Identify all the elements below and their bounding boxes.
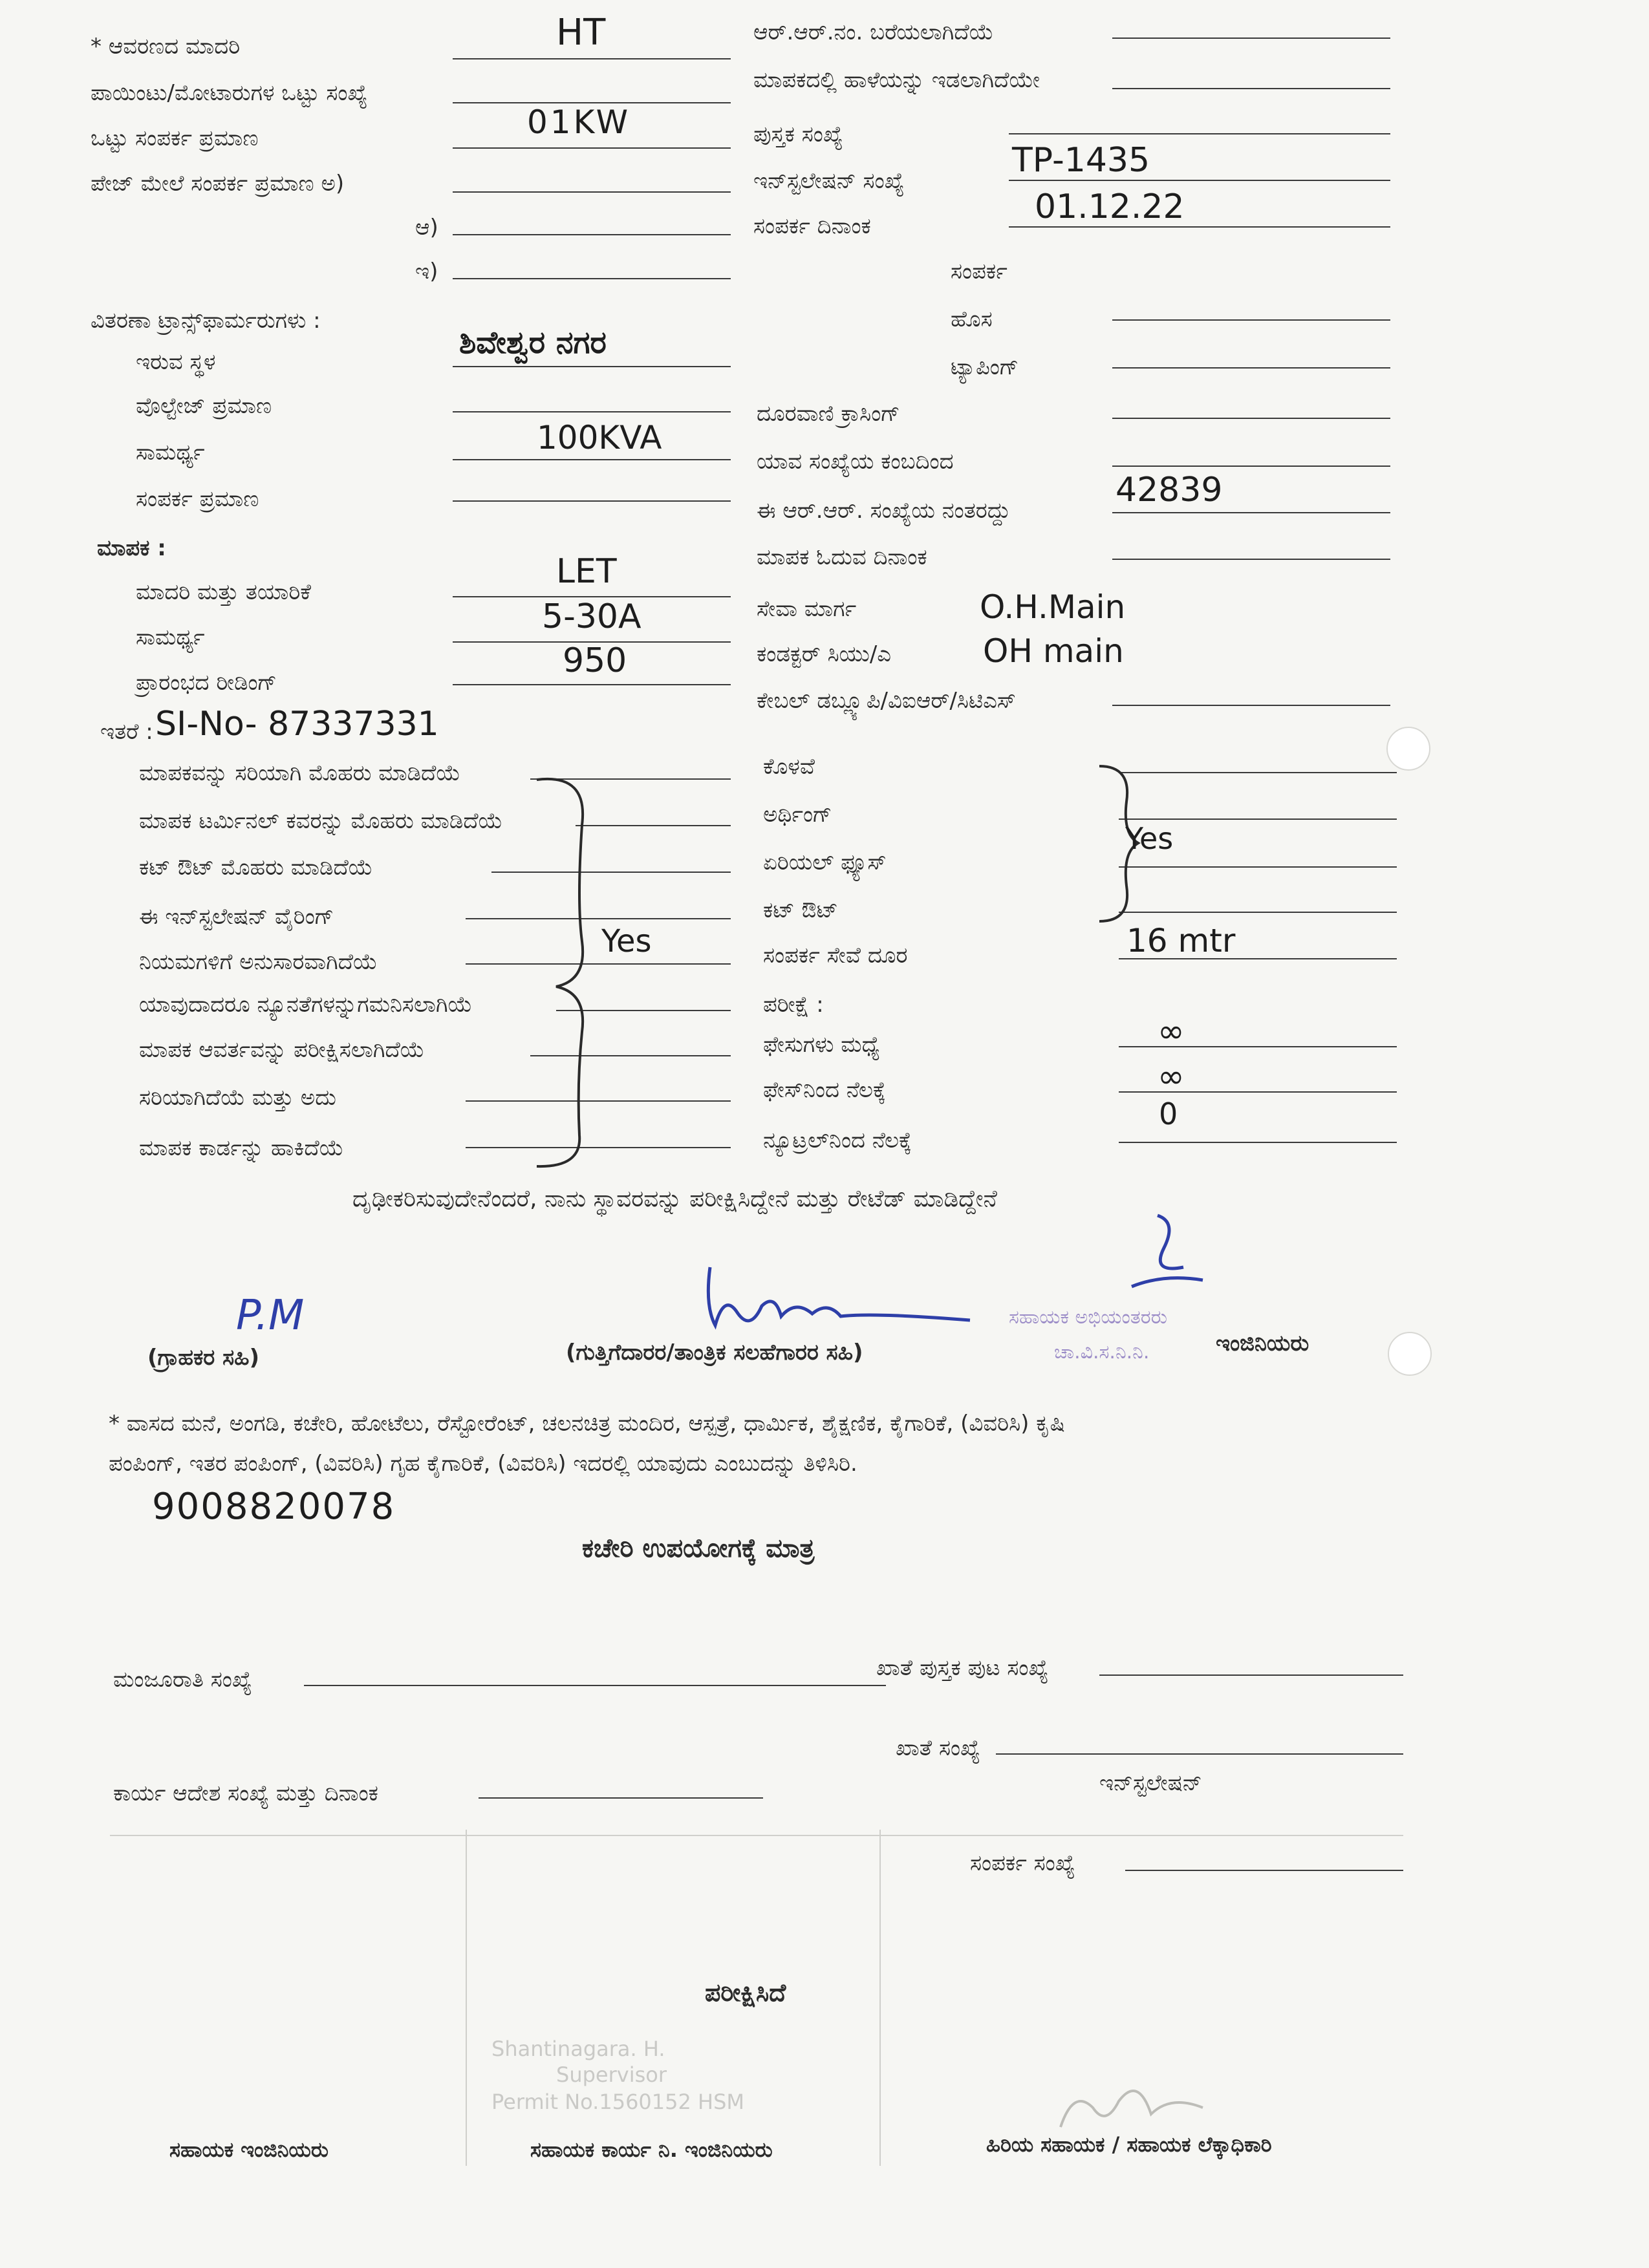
phase-to-earth-label: ಫೇಸ್‌ನಿಂದ ನೆಲಕ್ಕೆ: [763, 1077, 886, 1103]
check-cutout-sealed-label: ಕಟ್ ಔಟ್ ಮೊಹರು ಮಾಡಿದೆಯೆ: [139, 855, 373, 881]
bleed-line: [466, 1830, 467, 2166]
pole-number-line: [1112, 465, 1390, 467]
conductor-value: OH main: [983, 632, 1124, 670]
premises-type-label: * ಆವರಣದ ಮಾದರಿ: [91, 34, 241, 59]
phase-load-c-line: [453, 278, 731, 279]
premises-type-line: [453, 58, 731, 59]
connection-date-value: 01.12.22: [1035, 187, 1185, 226]
customer-signature-label: (ಗ್ರಾಹಕರ ಸಹಿ): [147, 1345, 260, 1371]
pipe-label: ಕೊಳವೆ: [763, 754, 815, 780]
service-distance-label: ಸಂಪರ್ಕ ಸೇವೆ ದೂರ: [763, 943, 908, 968]
checks-right-yes: Yes: [1125, 821, 1174, 856]
total-load-value: 01KW: [527, 103, 631, 141]
assistant-engineer-label: ಸಹಾಯಕ ಇಂಜಿನಿಯರು: [169, 2137, 329, 2162]
transformer-capacity-line: [453, 459, 731, 460]
office-use-heading: ಕಚೇರಿ ಉಪಯೋಗಕ್ಕೆ ಮಾತ್ರ: [582, 1534, 815, 1563]
installation-number-line: [1009, 180, 1390, 181]
total-load-label: ಒಟ್ಟು ಸಂಪರ್ಕ ಪ್ರಮಾಣ: [91, 125, 259, 151]
transformer-heading: ವಿತರಣಾ ಟ್ರಾನ್ಸ್‌ಫಾರ್ಮರುಗಳು :: [91, 308, 321, 334]
initial-reading-label: ಪ್ರಾರಂಭದ ರೀಡಿಂಗ್: [136, 670, 277, 696]
check-meter-sealed-label: ಮಾಪಕವನ್ನು ಸರಿಯಾಗಿ ಮೊಹರು ಮಾಡಿದೆಯೆ: [139, 760, 461, 786]
cable-type-line: [1112, 705, 1390, 706]
contractor-signature-label: (ಗುತ್ತಿಗೆದಾರರ/ತಾಂತ್ರಿಕ ಸಲಹೆಗಾರರ ಸಹಿ): [566, 1340, 863, 1365]
connection-date-label: ಸಂಪರ್ಕ ದಿನಾಂಕ: [753, 213, 871, 239]
phone-number: 9008820078: [152, 1486, 396, 1528]
points-count-label: ಪಾಯಿಂಟು/ಮೋಟಾರುಗಳ ಒಟ್ಟು ಸಂಖ್ಯೆ: [91, 80, 368, 106]
contractor-signature: [698, 1254, 976, 1338]
installation-number-value: TP-1435: [1012, 141, 1150, 180]
telephone-crossing-line: [1112, 418, 1390, 419]
bleed-text: Supervisor: [556, 2062, 667, 2087]
transformer-capacity-label: ಸಾಮರ್ಥ್ಯ: [136, 440, 205, 465]
accounts-officer-label: ಹಿರಿಯ ಸಹಾಯಕ / ಸಹಾಯಕ ಲೆಕ್ಕಾಧಿಕಾರಿ: [986, 2132, 1272, 2157]
phase-load-b-line: [453, 234, 731, 235]
declaration-text: ದೃಢೀಕರಿಸುವುದೇನೆಂದರೆ, ನಾನು ಸ್ಥಾವರವನ್ನು ಪರೀಕ್ಷಿಸಿದ್ದೇನೆ ಮತ್ತು ರೇಟೆಡ್ ಮಾಡಿದ್ದೇನೆ: [352, 1186, 997, 1212]
connection-date-line: [1009, 226, 1390, 228]
bleed-text: Shantinagara. H.: [491, 2037, 665, 2061]
other-label: ಇತರೆ :: [100, 719, 153, 745]
installation-number-label: ಇನ್‌ಸ್ಟಲೇಷನ್ ಸಂಖ್ಯೆ: [753, 168, 905, 194]
cut-out-label: ಕಟ್ ಔಟ್: [763, 897, 838, 923]
engineer-signature-label: ಇಂಜಿನಿಯರು: [1216, 1331, 1310, 1356]
neutral-to-earth-line: [1119, 1142, 1397, 1143]
telephone-crossing-label: ದೂರವಾಣಿ ಕ್ರಾಸಿಂಗ್: [757, 401, 900, 427]
transformer-voltage-line: [453, 411, 731, 412]
phase-to-earth-value: ∞: [1158, 1058, 1185, 1095]
aerial-fuse-label: ಏರಿಯಲ್ ಫ್ಯೂಸ್: [763, 850, 887, 875]
verified-label: ಪರೀಕ್ಷಿಸಿದೆ: [705, 1978, 786, 2007]
punch-hole-bottom: [1388, 1332, 1432, 1376]
check-meter-card-label: ಮಾಪಕ ಕಾರ್ಡನ್ನು ಹಾಕಿದೆಯೆ: [139, 1135, 344, 1161]
check-correct-label: ಸರಿಯಾಗಿದೆಯೆ ಮತ್ತು ಅದು: [139, 1085, 336, 1111]
test-label: ಪರೀಕ್ಷೆ :: [763, 992, 824, 1018]
premises-note-line2: ಪಂಪಿಂಗ್, ಇತರ ಪಂಪಿಂಗ್, (ವಿವರಿಸಿ) ಗೃಹ ಕೈಗಾರಿಕೆ, (ವಿವರಿಸಿ) ಇದರಲ್ಲಿ ಯಾವುದು ಎಂಬುದನ್ನು ತಿಳಿಸಿರಿ.: [109, 1451, 857, 1477]
pole-number-label: ಯಾವ ಸಂಖ್ಯೆಯ ಕಂಬದಿಂದ: [757, 449, 954, 475]
service-line-label: ಸೇವಾ ಮಾರ್ಗ: [757, 596, 857, 622]
brace-mark: [517, 773, 634, 1174]
account-number-line: [996, 1753, 1403, 1755]
bleed-line: [110, 1835, 1403, 1836]
engineer-signature: [1093, 1209, 1222, 1319]
engineer-stamp-line1: ಸಹಾಯಕ ಅಭಿಯಂತರರು: [1009, 1306, 1168, 1329]
assistant-executive-engineer-label: ಸಹಾಯಕ ಕಾರ್ಯ ನಿ. ಇಂಜಿನಿಯರು: [530, 2137, 773, 2162]
premises-type-value: HT: [556, 12, 606, 54]
transformer-voltage-label: ವೊಲ್ಟೇಜ್ ಪ್ರಮಾಣ: [136, 393, 272, 419]
check-rules-label: ನಿಯಮಗಳಿಗೆ ಅನುಸಾರವಾಗಿದೆಯೆ: [139, 949, 378, 975]
earthing-line: [1119, 818, 1397, 820]
sanction-number-line: [304, 1685, 886, 1686]
transformer-location-line: [453, 366, 731, 367]
meter-make-value: LET: [556, 552, 617, 591]
meter-reading-date-label: ಮಾಪಕ ಓದುವ ದಿನಾಂಕ: [757, 544, 927, 570]
check-terminal-sealed-label: ಮಾಪಕ ಟರ್ಮಿನಲ್ ಕವರನ್ನು ಮೊಹರು ಮಾಡಿದೆಯೆ: [139, 808, 503, 834]
rr-number-written-line: [1112, 37, 1390, 39]
work-order-label: ಕಾರ್ಯ ಆದೇಶ ಸಂಖ್ಯೆ ಮತ್ತು ದಿನಾಂಕ: [113, 1781, 378, 1806]
transformer-capacity-value: 100KVA: [537, 419, 662, 456]
meter-heading: ಮಾಪಕ :: [97, 535, 166, 561]
aerial-fuse-line: [1119, 866, 1397, 868]
check-rotation-label: ಮಾಪಕ ಆವರ್ತವನ್ನು ಪರೀಕ್ಷಿಸಲಾಗಿದೆಯೆ: [139, 1037, 425, 1063]
rr-number-written-label: ಆರ್.ಆರ್.ನಂ. ಬರೆಯಲಾಗಿದೆಯೆ: [753, 19, 994, 45]
phase-to-phase-label: ಫೇಸುಗಳು ಮಧ್ಯೆ: [763, 1032, 880, 1058]
sanction-number-label: ಮಂಜೂರಾತಿ ಸಂಖ್ಯೆ: [113, 1667, 252, 1693]
meter-reading-date-line: [1112, 559, 1390, 560]
accounts-signature: [1048, 2069, 1216, 2140]
book-number-line: [1009, 133, 1390, 134]
after-rr-number-value: 42839: [1116, 471, 1223, 509]
checks-left-yes: Yes: [601, 923, 652, 959]
pipe-line: [1119, 772, 1397, 773]
meter-serial-value: SI-No- 87337331: [155, 705, 439, 744]
transformer-load-line: [453, 500, 731, 502]
earthing-label: ಅರ್ಥಿಂಗ್: [763, 802, 832, 828]
account-number-label: ಖಾತೆ ಸಂಖ್ಯೆ: [896, 1735, 980, 1761]
engineer-stamp-line2: ಚಾ.ವಿ.ಸ.ನಿ.ನಿ.: [1054, 1341, 1150, 1364]
phase-load-a-line: [453, 191, 731, 193]
phase-load-b-label: ಆ): [415, 215, 438, 241]
phase-load-c-label: ಇ): [415, 259, 438, 284]
after-rr-number-line: [1112, 512, 1390, 513]
meter-sheet-label: ಮಾಪಕದಲ್ಲಿ ಹಾಳೆಯನ್ನು ಇಡಲಾಗಿದೆಯೇ: [753, 67, 1040, 93]
connection-number-label: ಸಂಪರ್ಕ ಸಂಖ್ಯೆ: [970, 1850, 1075, 1876]
initial-reading-value: 950: [563, 641, 627, 680]
meter-sheet-line: [1112, 88, 1390, 89]
cut-out-line: [1119, 912, 1397, 913]
service-distance-value: 16 mtr: [1126, 922, 1236, 959]
work-order-line: [479, 1797, 763, 1799]
new-connection-line: [1112, 319, 1390, 321]
meter-capacity-label: ಸಾಮರ್ಥ್ಯ: [136, 625, 205, 650]
transformer-load-label: ಸಂಪರ್ಕ ಪ್ರಮಾಣ: [136, 486, 259, 512]
bleed-text: Permit No.1560152 HSM: [491, 2090, 745, 2114]
book-number-label: ಪುಸ್ತಕ ಸಂಖ್ಯೆ: [753, 122, 843, 147]
phase-to-phase-value: ∞: [1158, 1012, 1185, 1050]
total-load-line: [453, 147, 731, 149]
transformer-location-label: ಇರುವ ಸ್ಥಳ: [136, 349, 216, 375]
customer-signature: P.M: [236, 1292, 305, 1340]
installation-label: ಇನ್‌ಸ್ಟಲೇಷನ್: [1099, 1770, 1202, 1796]
new-connection-label: ಹೊಸ: [951, 306, 993, 332]
check-defects-label: ಯಾವುದಾದರೂ ನ್ಯೂನತೆಗಳನ್ನುಗಮನಿಸಲಾಗಿಯೆ: [139, 992, 473, 1018]
meter-capacity-value: 5-30A: [542, 597, 641, 636]
punch-hole-top: [1386, 727, 1430, 771]
meter-make-label: ಮಾದರಿ ಮತ್ತು ತಯಾರಿಕೆ: [136, 579, 311, 605]
tapping-label: ಟ್ಯಾಪಿಂಗ್: [951, 354, 1019, 380]
connection-type-label: ಸಂಪರ್ಕ: [951, 259, 1008, 284]
transformer-location-value: ಶಿವೇಶ್ವರ ನಗರ: [459, 325, 607, 361]
tapping-line: [1112, 367, 1390, 369]
service-line-value: O.H.Main: [980, 588, 1126, 626]
neutral-to-earth-label: ನ್ಯೂಟ್ರಲ್‌ನಿಂದ ನೆಲಕ್ಕೆ: [763, 1128, 912, 1153]
premises-note-line1: * ವಾಸದ ಮನೆ, ಅಂಗಡಿ, ಕಚೇರಿ, ಹೋಟೆಲು, ರೆಸ್ಟೋರೆಂಟ್, ಚಲನಚಿತ್ರ ಮಂದಿರ, ಆಸ್ಪತ್ರೆ, ಧಾರ್ಮಿಕ, ಶೈಕ್ಷಣಿಕ, ಕೈಗಾರಿಕೆ, (ವಿವರಿಸಿ) ಕೃಷಿ: [109, 1411, 1065, 1437]
neutral-to-earth-value: 0: [1159, 1097, 1178, 1131]
ledger-page-label: ಖಾತೆ ಪುಸ್ತಕ ಪುಟ ಸಂಖ್ಯೆ: [876, 1655, 1049, 1681]
bleed-line: [879, 1830, 881, 2166]
ledger-page-line: [1099, 1674, 1403, 1676]
cable-type-label: ಕೇಬಲ್ ಡಬ್ಲ್ಯೂಪಿ/ವಿಐಆರ್/ಸಿಟಿಎಸ್: [757, 688, 1016, 714]
connection-number-line: [1125, 1870, 1403, 1871]
conductor-label: ಕಂಡಕ್ಟರ್ ಸಿಯು/ಎ: [757, 641, 892, 667]
initial-reading-line: [453, 684, 731, 685]
check-wiring-label: ಈ ಇನ್‌ಸ್ಟಲೇಷನ್ ವೈರಿಂಗ್: [139, 904, 334, 930]
phase-load-a-label: ಪೇಜ್ ಮೇಲೆ ಸಂಪರ್ಕ ಪ್ರಮಾಣ ಅ): [91, 171, 345, 197]
after-rr-number-label: ಈ ಆರ್.ಆರ್. ಸಂಖ್ಯೆಯ ನಂತರದ್ದು: [757, 498, 1011, 524]
